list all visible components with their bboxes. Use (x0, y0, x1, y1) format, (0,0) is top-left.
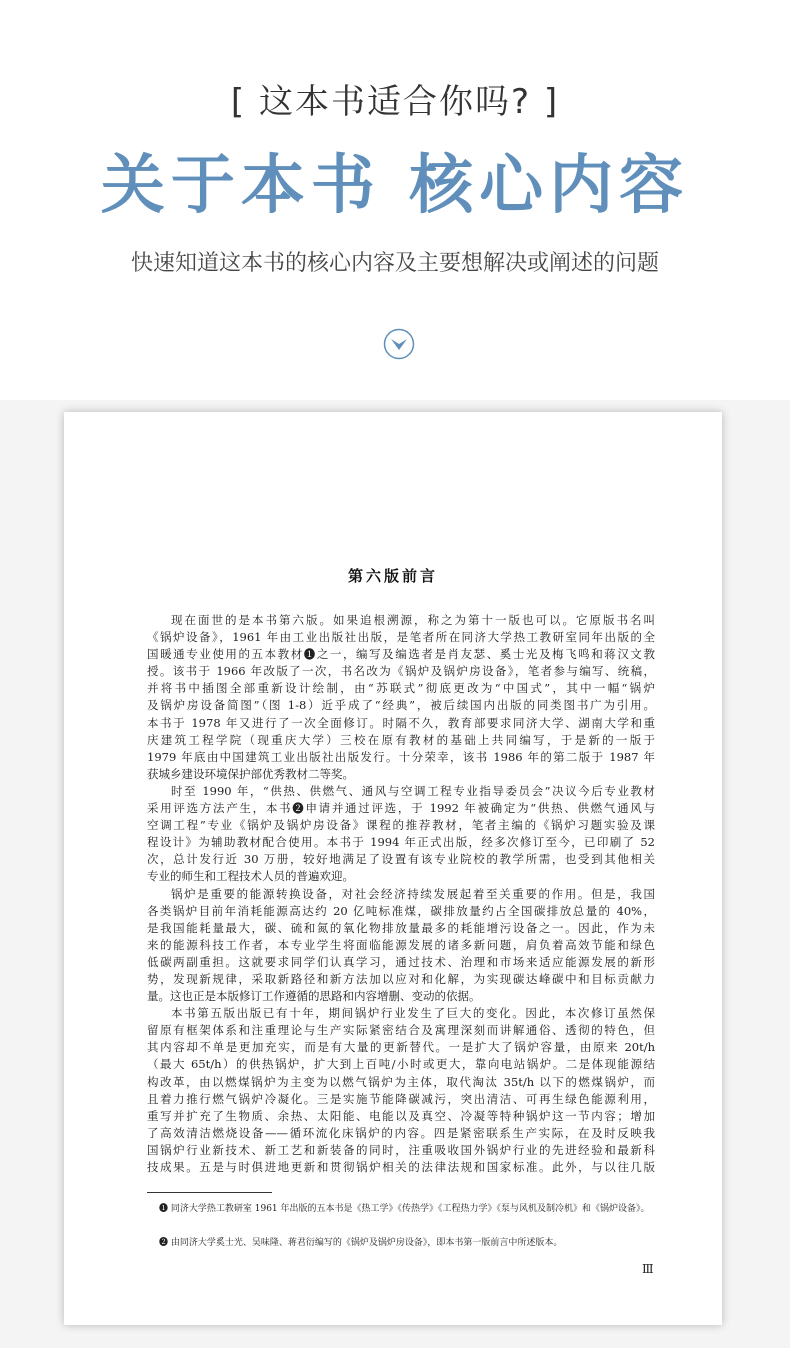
chevron-down-circle-icon (383, 328, 415, 360)
footnote-mark: ❶ (159, 1204, 169, 1214)
question-heading: [ 这本书适合你吗? ] (230, 82, 560, 122)
text-line: 留原有框架体系和注重理论与生产实际紧密结合及寓理深刻而讲解通俗、透彻的特色，但 (147, 1023, 655, 1038)
text-line: 势，发现新规律，采取新路径和新方法加以应对和化解，为实现碳达峰碳中和目标贡献力 (147, 971, 655, 986)
page-number: Ⅲ (642, 1262, 654, 1276)
footnote-mark: ❷ (159, 1238, 169, 1248)
paragraph (147, 1005, 655, 1176)
text-line: 时至 1990 年，“供热、供燃气、通风与空调工程专业指导委员会”决议今后专业教材 (171, 783, 655, 798)
text-line: 本书第五版出版已有十年，期间锅炉行业发生了巨大的变化。因此，本次修订虽然保 (171, 1006, 655, 1021)
text-line: 技成果。五是与时俱进地更新和贯彻锅炉相关的法律法规和国家标准。此外，与以往几版 (147, 1160, 655, 1174)
text-line: 其内容却不单是更加充实，而是有大量的更新替代。一是扩大了锅炉容量，由原来 20t/h (147, 1040, 655, 1055)
paragraph (147, 612, 655, 783)
text-line: 锅炉是重要的能源转换设备，对社会经济持续发展起着至关重要的作用。但是，我国 (171, 886, 655, 901)
text-line: 了高效清洁燃烧设备——循环流化床锅炉的内容。四是紧密联系生产实际，在及时反映我 (147, 1125, 655, 1140)
subtitle: 快速知道这本书的核心内容及主要想解决或阐述的问题 (130, 251, 659, 276)
paragraph (147, 886, 655, 1006)
text-line: 本书于 1978 年又进行了一次全面修订。时隔不久，教育部要求同济大学、湖南大学和重 (147, 715, 655, 730)
text-line: 及锅炉房设备简图”（图 1-8）近乎成了“经典”，被后续国内出版的同类图书广为引用。 (147, 698, 655, 713)
text-line: 国锅炉行业新技术、新工艺和新装备的同时，注重吸收国外锅炉行业的先进经验和最新科 (147, 1142, 655, 1157)
text-line: 是我国能耗量最大，碳、硫和氮的氧化物排放量最多的耗能增污设备之一。因此，作为未 (147, 920, 655, 935)
footnote-2 (147, 1236, 655, 1250)
page-title: 第六版前言 (347, 567, 438, 585)
page-body (147, 612, 655, 1176)
text-line: 《锅炉设备》，1961 年由工业出版社出版，是笔者所在同济大学热工教研室同年出版的全 (147, 630, 655, 645)
text-line: 各类锅炉目前年消耗能源高达约 20 亿吨标准煤，碳排放量约占全国碳排放总量的 40%， (147, 903, 655, 918)
text-line: 构改革，由以燃煤锅炉为主变为以燃气锅炉为主体，取代淘汰 35t/h 以下的燃煤锅炉，而 (147, 1074, 655, 1089)
footnote-1 (147, 1202, 655, 1216)
text-line: 国暖通专业使用的五本教材❶之一，编写及编选者是肖友瑟、奚士光及梅飞鸣和蒋汉文教 (147, 647, 655, 662)
text-line: 授。该书于 1966 年改版了一次，书名改为《锅炉及锅炉房设备》，笔者参与编写、统稿， (147, 664, 655, 679)
text-line: 次，总计发行近 30 万册，较好地满足了设置有该专业院校的教学所需，也受到其他相关 (147, 852, 655, 867)
headline: 关于本书 核心内容 (100, 148, 690, 223)
footnote-text: 同济大学热工教研室 1961 年出版的五本书是《热工学》《传热学》《工程热力学》《泵与风机及制冷机》和《锅炉设备》。 (170, 1204, 650, 1214)
text-line: 来的能源科技工作者，本专业学生将面临能源发展的诸多新问题，肩负着高效节能和绿色 (147, 937, 655, 952)
text-line: 现在面世的是本书第六版。如果追根溯源，称之为第十一版也可以。它原版书名叫 (171, 613, 655, 627)
text-line: 采用评选方法产生，本书❷申请并通过评选，于 1992 年被确定为“供热、供燃气通风与 (147, 801, 655, 816)
text-line: 并将书中插图全部重新设计绘制，由“苏联式”彻底更改为“中国式”，其中一幅“锅炉 (147, 681, 655, 696)
footnote-text: 由同济大学奚士光、吴味隆、蒋君衍编写的《锅炉及锅炉房设备》，即本书第一版前言中所述版本。 (170, 1238, 563, 1248)
text-line: 低碳两副重担。这就要求同学们认真学习，通过技术、治理和市场来适应能源发展的新形 (147, 954, 655, 969)
text-line: （最大 65t/h）的供热锅炉，扩大到上百吨/小时或更大，靠向电站锅炉。二是体现能源结 (147, 1057, 655, 1072)
text-line: 量。这也正是本版修订工作遵循的思路和内容增删、变动的依据。 (147, 989, 481, 1004)
text-line: 专业的师生和工程技术人员的普遍欢迎。 (147, 869, 354, 884)
header-banner (0, 0, 790, 400)
paragraph (147, 783, 655, 886)
text-line: 1979 年底由中国建筑工业出版社出版发行。十分荣幸，该书 1986 年的第二版于 1987 年 (147, 749, 655, 764)
text-line: 且着力推行燃气锅炉冷凝化。三是实施节能降碳减污，突出清洁、可再生绿色能源利用， (147, 1091, 655, 1106)
text-line: 重写并扩充了生物质、余热、太阳能、电能以及真空、冷凝等特种锅炉这一节内容；增加 (147, 1108, 655, 1123)
text-line: 空调工程”专业《锅炉及锅炉房设备》课程的推荐教材，笔者主编的《锅炉习题实验及课 (147, 818, 655, 833)
book-page (64, 412, 722, 1325)
text-line: 庆建筑工程学院（现重庆大学）三校在原有教材的基础上共同编写，于是新的一版于 (147, 732, 655, 747)
text-line: 获城乡建设环境保护部优秀教材二等奖。 (147, 766, 354, 781)
footnote-rule (147, 1192, 272, 1193)
text-line: 程设计》为辅助教材配合使用。本书于 1994 年正式出版，经多次修订至今，已印刷了 52 (147, 835, 655, 850)
